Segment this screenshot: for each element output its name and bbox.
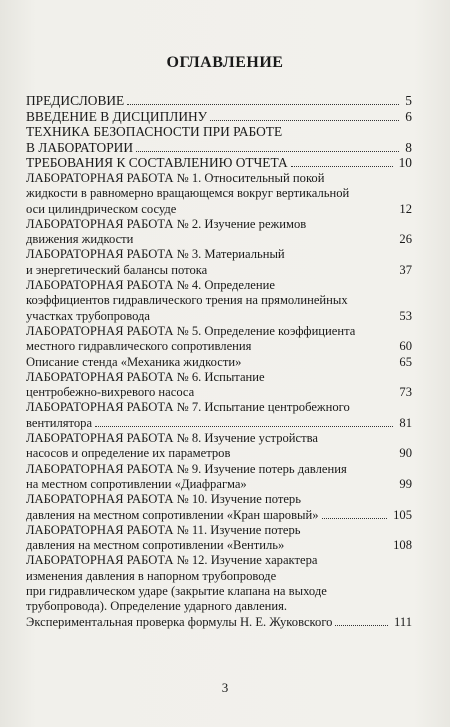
toc-entry-line bbox=[26, 109, 412, 125]
toc-list bbox=[26, 93, 412, 630]
toc-page-number: 6 bbox=[405, 108, 412, 124]
toc-entry[interactable] bbox=[26, 171, 412, 217]
toc-entry[interactable] bbox=[26, 400, 412, 431]
toc-entry-line bbox=[26, 93, 412, 109]
toc-entry-text: насосов и определение их параметров bbox=[26, 446, 231, 461]
toc-entry-text: на местном сопротивлении «Диафрагма» bbox=[26, 476, 247, 491]
dot-leader bbox=[210, 120, 399, 121]
toc-entry[interactable] bbox=[26, 370, 412, 401]
toc-entry-text: ЛАБОРАТОРНАЯ РАБОТА № 1. Относительный покой bbox=[26, 170, 325, 185]
toc-entry-line bbox=[26, 355, 412, 370]
toc-entry-line bbox=[26, 477, 412, 492]
toc-page-number: 65 bbox=[399, 354, 412, 369]
toc-entry-line bbox=[26, 508, 412, 523]
toc-entry-text: ЛАБОРАТОРНАЯ РАБОТА № 3. Материальный bbox=[26, 247, 285, 262]
toc-entry-line bbox=[26, 599, 412, 614]
toc-page-number: 90 bbox=[399, 446, 412, 461]
toc-entry-line bbox=[26, 217, 412, 232]
toc-entry-text: В ЛАБОРАТОРИИ bbox=[26, 139, 133, 155]
toc-entry-line bbox=[26, 370, 412, 385]
toc-entry[interactable] bbox=[26, 109, 412, 125]
toc-entry-line bbox=[26, 584, 412, 599]
toc-entry-line bbox=[26, 492, 412, 507]
toc-entry[interactable] bbox=[26, 278, 412, 324]
dot-leader bbox=[127, 104, 399, 105]
toc-entry-line bbox=[26, 615, 412, 630]
toc-entry-line bbox=[26, 385, 412, 400]
toc-entry[interactable] bbox=[26, 462, 412, 493]
dot-leader bbox=[291, 166, 393, 167]
toc-entry-line bbox=[26, 400, 412, 415]
toc-page-number: 81 bbox=[399, 415, 412, 430]
toc-entry-line bbox=[26, 171, 412, 186]
toc-entry-line bbox=[26, 569, 412, 584]
dot-leader bbox=[335, 625, 388, 626]
toc-entry-text: центробежно-вихревого насоса bbox=[26, 385, 195, 400]
toc-entry-text: ЛАБОРАТОРНАЯ РАБОТА № 12. Изучение характера bbox=[26, 553, 318, 568]
toc-page-number: 60 bbox=[399, 339, 412, 354]
toc-entry-text: Описание стенда «Механика жидкости» bbox=[26, 354, 242, 369]
toc-entry-text: ПРЕДИСЛОВИЕ bbox=[26, 93, 125, 108]
toc-entry-line bbox=[26, 446, 412, 461]
toc-entry-line bbox=[26, 324, 412, 339]
toc-page-number: 12 bbox=[399, 201, 412, 216]
toc-entry-text: изменения давления в напорном трубопроводе bbox=[26, 568, 277, 583]
toc-entry-text: ЛАБОРАТОРНАЯ РАБОТА № 5. Определение коэффициента bbox=[26, 323, 356, 338]
toc-entry[interactable] bbox=[26, 247, 412, 278]
toc-entry-text: давления на местном сопротивлении «Кран шаровый» bbox=[26, 507, 319, 522]
toc-entry-line bbox=[26, 523, 412, 538]
toc-entry-text: ВВЕДЕНИЕ В ДИСЦИПЛИНУ bbox=[26, 108, 208, 124]
toc-entry-line bbox=[26, 431, 412, 446]
toc-entry-line bbox=[26, 124, 412, 140]
toc-entry-text: ТРЕБОВАНИЯ К СОСТАВЛЕНИЮ ОТЧЕТА bbox=[26, 155, 288, 171]
toc-entry[interactable] bbox=[26, 93, 412, 109]
toc-entry-text: и энергетический балансы потока bbox=[26, 262, 208, 277]
toc-entry-text: ЛАБОРАТОРНАЯ РАБОТА № 4. Определение bbox=[26, 278, 275, 293]
toc-entry[interactable] bbox=[26, 492, 412, 523]
toc-page-number: 108 bbox=[393, 538, 412, 553]
toc-page-number: 8 bbox=[405, 139, 412, 155]
toc-entry[interactable] bbox=[26, 553, 412, 629]
toc-entry-text: вентилятора bbox=[26, 415, 93, 430]
toc-entry-line bbox=[26, 462, 412, 477]
toc-entry-text: ЛАБОРАТОРНАЯ РАБОТА № 9. Изучение потерь давления bbox=[26, 461, 347, 476]
toc-entry[interactable] bbox=[26, 355, 412, 370]
toc-page-number: 105 bbox=[393, 507, 412, 522]
toc-entry-line bbox=[26, 186, 412, 201]
toc-entry-text: ЛАБОРАТОРНАЯ РАБОТА № 11. Изучение потерь bbox=[26, 522, 301, 537]
toc-entry-line bbox=[26, 232, 412, 247]
toc-entry-text: ЛАБОРАТОРНАЯ РАБОТА № 10. Изучение потерь bbox=[26, 492, 301, 507]
toc-heading: ОГЛАВЛЕНИЕ bbox=[166, 54, 284, 71]
toc-page-number: 37 bbox=[399, 262, 412, 277]
toc-entry-text: при гидравлическом ударе (закрытие клапана на выходе bbox=[26, 583, 327, 598]
toc-page-number: 26 bbox=[399, 232, 412, 247]
toc-page-number: 53 bbox=[399, 308, 412, 323]
toc-entry-text: Экспериментальная проверка формулы Н. Е. Жуковского bbox=[26, 614, 333, 629]
toc-entry-line bbox=[26, 339, 412, 354]
toc-entry[interactable] bbox=[26, 124, 412, 155]
toc-entry-text: ЛАБОРАТОРНАЯ РАБОТА № 8. Изучение устройства bbox=[26, 431, 318, 446]
toc-entry-line bbox=[26, 140, 412, 156]
toc-entry-text: ЛАБОРАТОРНАЯ РАБОТА № 2. Изучение режимов bbox=[26, 216, 307, 231]
toc-page-number: 5 bbox=[405, 93, 412, 108]
toc-entry[interactable] bbox=[26, 324, 412, 355]
toc-entry-line bbox=[26, 202, 412, 217]
toc-entry-text: коэффициентов гидравлического трения на прямолинейных bbox=[26, 293, 348, 308]
toc-entry-text: ЛАБОРАТОРНАЯ РАБОТА № 7. Испытание центробежного bbox=[26, 400, 350, 415]
toc-entry[interactable] bbox=[26, 217, 412, 248]
dot-leader bbox=[136, 151, 399, 152]
toc-entry-text: движения жидкости bbox=[26, 232, 134, 247]
page-number: 3 bbox=[221, 680, 229, 695]
toc-page-number: 73 bbox=[399, 385, 412, 400]
toc-entry-line bbox=[26, 247, 412, 262]
toc-entry-text: трубопровода). Определение ударного давления. bbox=[26, 599, 288, 614]
toc-entry-line bbox=[26, 538, 412, 553]
toc-page-number: 99 bbox=[399, 476, 412, 491]
toc-entry-line bbox=[26, 293, 412, 308]
toc-entry-line bbox=[26, 416, 412, 431]
toc-entry-line bbox=[26, 155, 412, 171]
toc-page-number: 111 bbox=[394, 614, 412, 629]
toc-entry-text: местного гидравлического сопротивления bbox=[26, 339, 252, 354]
toc-entry-text: ЛАБОРАТОРНАЯ РАБОТА № 6. Испытание bbox=[26, 369, 265, 384]
dot-leader bbox=[322, 518, 388, 519]
toc-entry-text: оси цилиндрическом сосуде bbox=[26, 201, 177, 216]
toc-entry[interactable] bbox=[26, 155, 412, 171]
toc-entry-line bbox=[26, 309, 412, 324]
dot-leader bbox=[95, 426, 393, 427]
toc-entry-text: жидкости в равномерно вращающемся вокруг вертикальной bbox=[26, 186, 350, 201]
toc-entry-text: участках трубопровода bbox=[26, 308, 151, 323]
toc-entry[interactable] bbox=[26, 523, 412, 554]
toc-entry[interactable] bbox=[26, 431, 412, 462]
toc-entry-text: ТЕХНИКА БЕЗОПАСНОСТИ ПРИ РАБОТЕ bbox=[26, 124, 283, 140]
toc-page-number: 10 bbox=[398, 155, 412, 171]
toc-entry-line bbox=[26, 278, 412, 293]
toc-entry-line bbox=[26, 553, 412, 568]
toc-entry-line bbox=[26, 263, 412, 278]
toc-entry-text: давления на местном сопротивлении «Вентиль» bbox=[26, 538, 285, 553]
